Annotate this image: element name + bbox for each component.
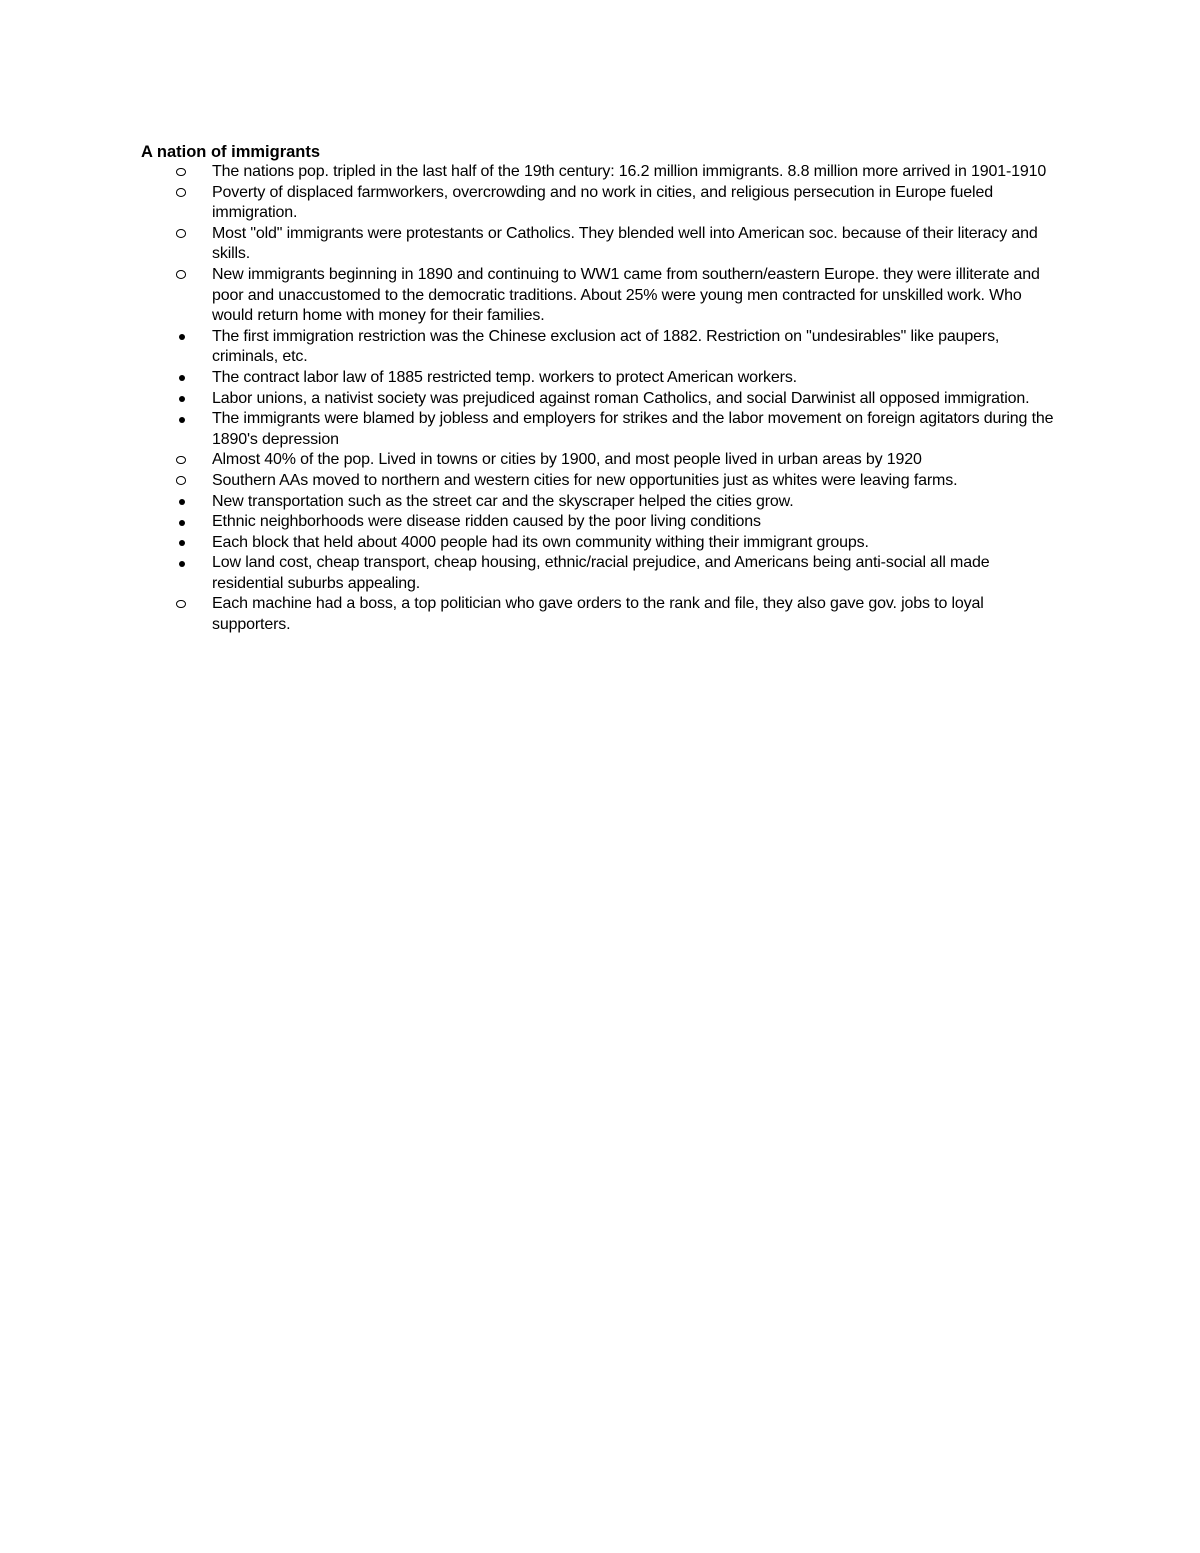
list-item (141, 512, 1061, 533)
list-item-text: Labor unions, a nativist society was prejudiced against roman Catholics, and social Darwinist all opposed immigration. (212, 389, 1030, 407)
list-item-text: The first immigration restriction was the Chinese exclusion act of 1882. Restriction on "undesirables" like paupers, criminals, etc. (212, 327, 1000, 366)
dot-bullet-icon (141, 533, 212, 554)
list-item (141, 450, 1061, 471)
circle-bullet-icon (141, 450, 212, 471)
dot-bullet-icon (141, 327, 212, 348)
list-item (141, 594, 1061, 635)
list-item (141, 183, 1061, 224)
notes-list (141, 162, 1061, 636)
list-item-text: The nations pop. tripled in the last half of the 19th century: 16.2 million immigrants. 8.8 million more arrived in 1901-1910 (212, 163, 1047, 180)
list-item (141, 533, 1061, 554)
list-item-text: New transportation such as the street car and the skyscraper helped the cities grow. (212, 492, 794, 510)
list-item (141, 389, 1061, 410)
circle-bullet-icon (141, 183, 212, 204)
list-item-text: The contract labor law of 1885 restricted temp. workers to protect American workers. (212, 368, 797, 386)
list-item (141, 368, 1061, 389)
dot-bullet-icon (141, 553, 212, 574)
list-item-text: Poverty of displaced farmworkers, overcrowding and no work in cities, and religious persecution in Europe fueled immigration. (212, 183, 993, 222)
list-item (141, 224, 1061, 265)
list-item (141, 162, 1061, 183)
circle-bullet-icon (141, 162, 212, 183)
dot-bullet-icon (141, 368, 212, 389)
list-item-text: Ethnic neighborhoods were disease ridden caused by the poor living conditions (212, 513, 761, 531)
circle-bullet-icon (141, 224, 212, 245)
list-item (141, 265, 1061, 327)
circle-bullet-icon (141, 471, 212, 492)
dot-bullet-icon (141, 409, 212, 430)
list-item-text: Almost 40% of the pop. Lived in towns or cities by 1900, and most people lived in urban areas by 1920 (212, 451, 922, 469)
list-item-text: Most "old" immigrants were protestants or Catholics. They blended well into American soc. because of their literacy and skills. (212, 224, 1038, 263)
list-item-text: New immigrants beginning in 1890 and continuing to WW1 came from southern/eastern Europe. they were illiterate and poor and unaccustomed to the democratic traditions. About 25% were young men contracted for unskilled work. Who would return home with money for their families. (212, 265, 1040, 325)
dot-bullet-icon (141, 389, 212, 410)
circle-bullet-icon (141, 265, 212, 286)
list-item (141, 409, 1061, 450)
list-item-text: The immigrants were blamed by jobless and employers for strikes and the labor movement on foreign agitators during the 1890's depression (212, 410, 1054, 448)
dot-bullet-icon (141, 492, 212, 513)
list-item (141, 553, 1061, 594)
list-item (141, 327, 1061, 368)
list-item-text: Low land cost, cheap transport, cheap housing, ethnic/racial prejudice, and Americans being anti-social all made residential suburbs appealing. (212, 554, 990, 592)
dot-bullet-icon (141, 512, 212, 533)
list-item-text: Each machine had a boss, a top politician who gave orders to the rank and file, they also gave gov. jobs to loyal supporters. (212, 595, 984, 634)
list-item-text: Each block that held about 4000 people had its own community withing their immigrant groups. (212, 533, 869, 551)
circle-bullet-icon (141, 594, 212, 615)
page-title: A nation of immigrants (141, 143, 321, 161)
list-item-text: Southern AAs moved to northern and western cities for new opportunities just as whites were leaving farms. (212, 471, 958, 489)
list-item (141, 471, 1061, 492)
list-item (141, 492, 1061, 513)
